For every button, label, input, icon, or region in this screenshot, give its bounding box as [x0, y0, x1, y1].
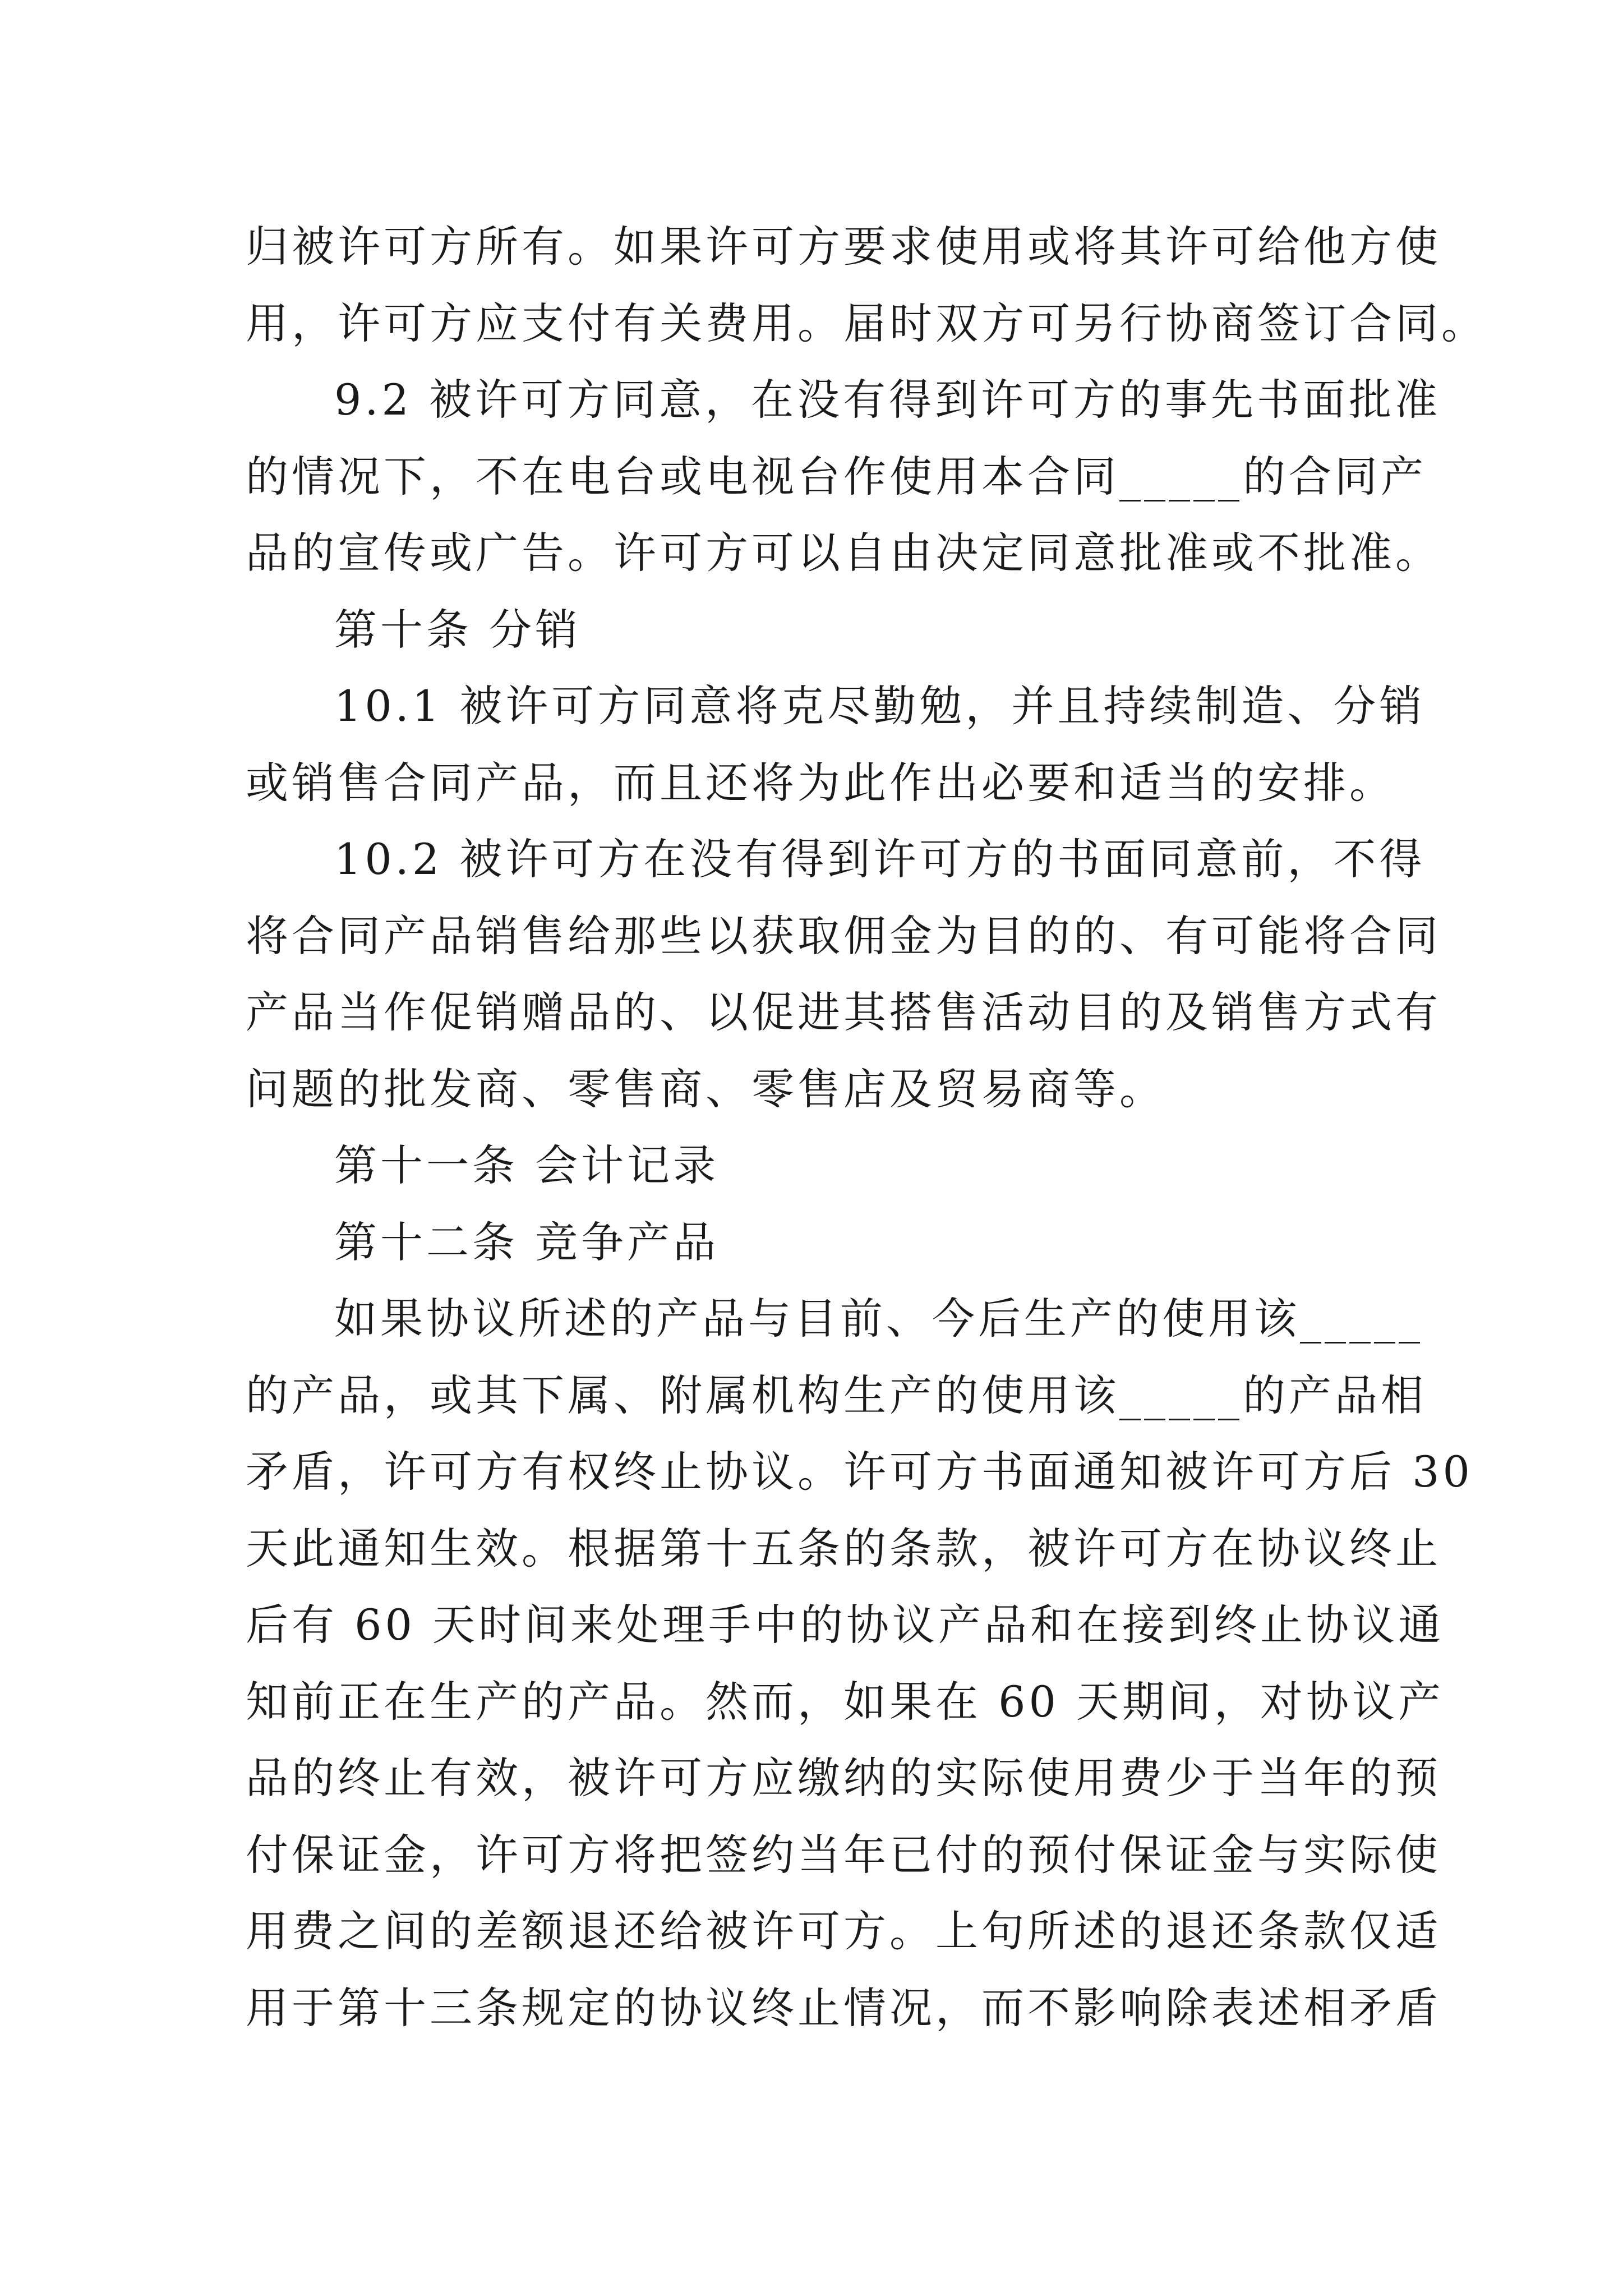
document-line: 用，许可方应支付有关费用。届时双方可另行协商签订合同。	[246, 298, 1487, 348]
document-line: 品的终止有效，被许可方应缴纳的实际使用费少于当年的预	[246, 1753, 1441, 1803]
document-line: 归被许可方所有。如果许可方要求使用或将其许可给他方使	[246, 222, 1441, 272]
document-line: 天此通知生效。根据第十五条的条款，被许可方在协议终止	[246, 1523, 1441, 1573]
document-line: 问题的批发商、零售商、零售店及贸易商等。	[246, 1064, 1165, 1114]
document-line: 付保证金，许可方将把签约当年已付的预付保证金与实际使	[246, 1829, 1441, 1880]
document-line: 10.2 被许可方在没有得到许可方的书面同意前，不得	[334, 834, 1426, 884]
document-line: 9.2 被许可方同意，在没有得到许可方的事先书面批准	[334, 375, 1441, 425]
document-line: 的情况下，不在电台或电视台作使用本合同_____的合同产	[246, 451, 1427, 501]
document-line: 后有 60 天时间来处理手中的协议产品和在接到终止协议通	[246, 1600, 1445, 1650]
document-line: 第十条 分销	[334, 604, 582, 655]
document-line: 第十一条 会计记录	[334, 1140, 720, 1190]
document-line: 10.1 被许可方同意将克尽勤勉，并且持续制造、分销	[334, 681, 1426, 731]
document-line: 将合同产品销售给那些以获取佣金为目的的、有可能将合同	[246, 910, 1441, 961]
document-line: 知前正在生产的产品。然而，如果在 60 天期间，对协议产	[246, 1676, 1445, 1727]
document-line: 产品当作促销赠品的、以促进其搭售活动目的及销售方式有	[246, 987, 1441, 1037]
document-line: 的产品，或其下属、附属机构生产的使用该_____的产品相	[246, 1370, 1427, 1420]
document-line: 或销售合同产品，而且还将为此作出必要和适当的安排。	[246, 757, 1395, 808]
document-line: 用于第十三条规定的协议终止情况，而不影响除表述相矛盾	[246, 1982, 1441, 2033]
document-line: 如果协议所述的产品与目前、今后生产的使用该_____	[334, 1294, 1423, 1343]
document-line: 矛盾，许可方有权终止协议。许可方书面通知被许可方后 30	[246, 1447, 1473, 1497]
document-line: 用费之间的差额退还给被许可方。上句所述的退还条款仅适	[246, 1906, 1441, 1956]
document-body	[246, 209, 1487, 2046]
document-line: 第十二条 竞争产品	[334, 1217, 720, 1267]
document-line: 品的宣传或广告。许可方可以自由决定同意批准或不批准。	[246, 528, 1441, 578]
